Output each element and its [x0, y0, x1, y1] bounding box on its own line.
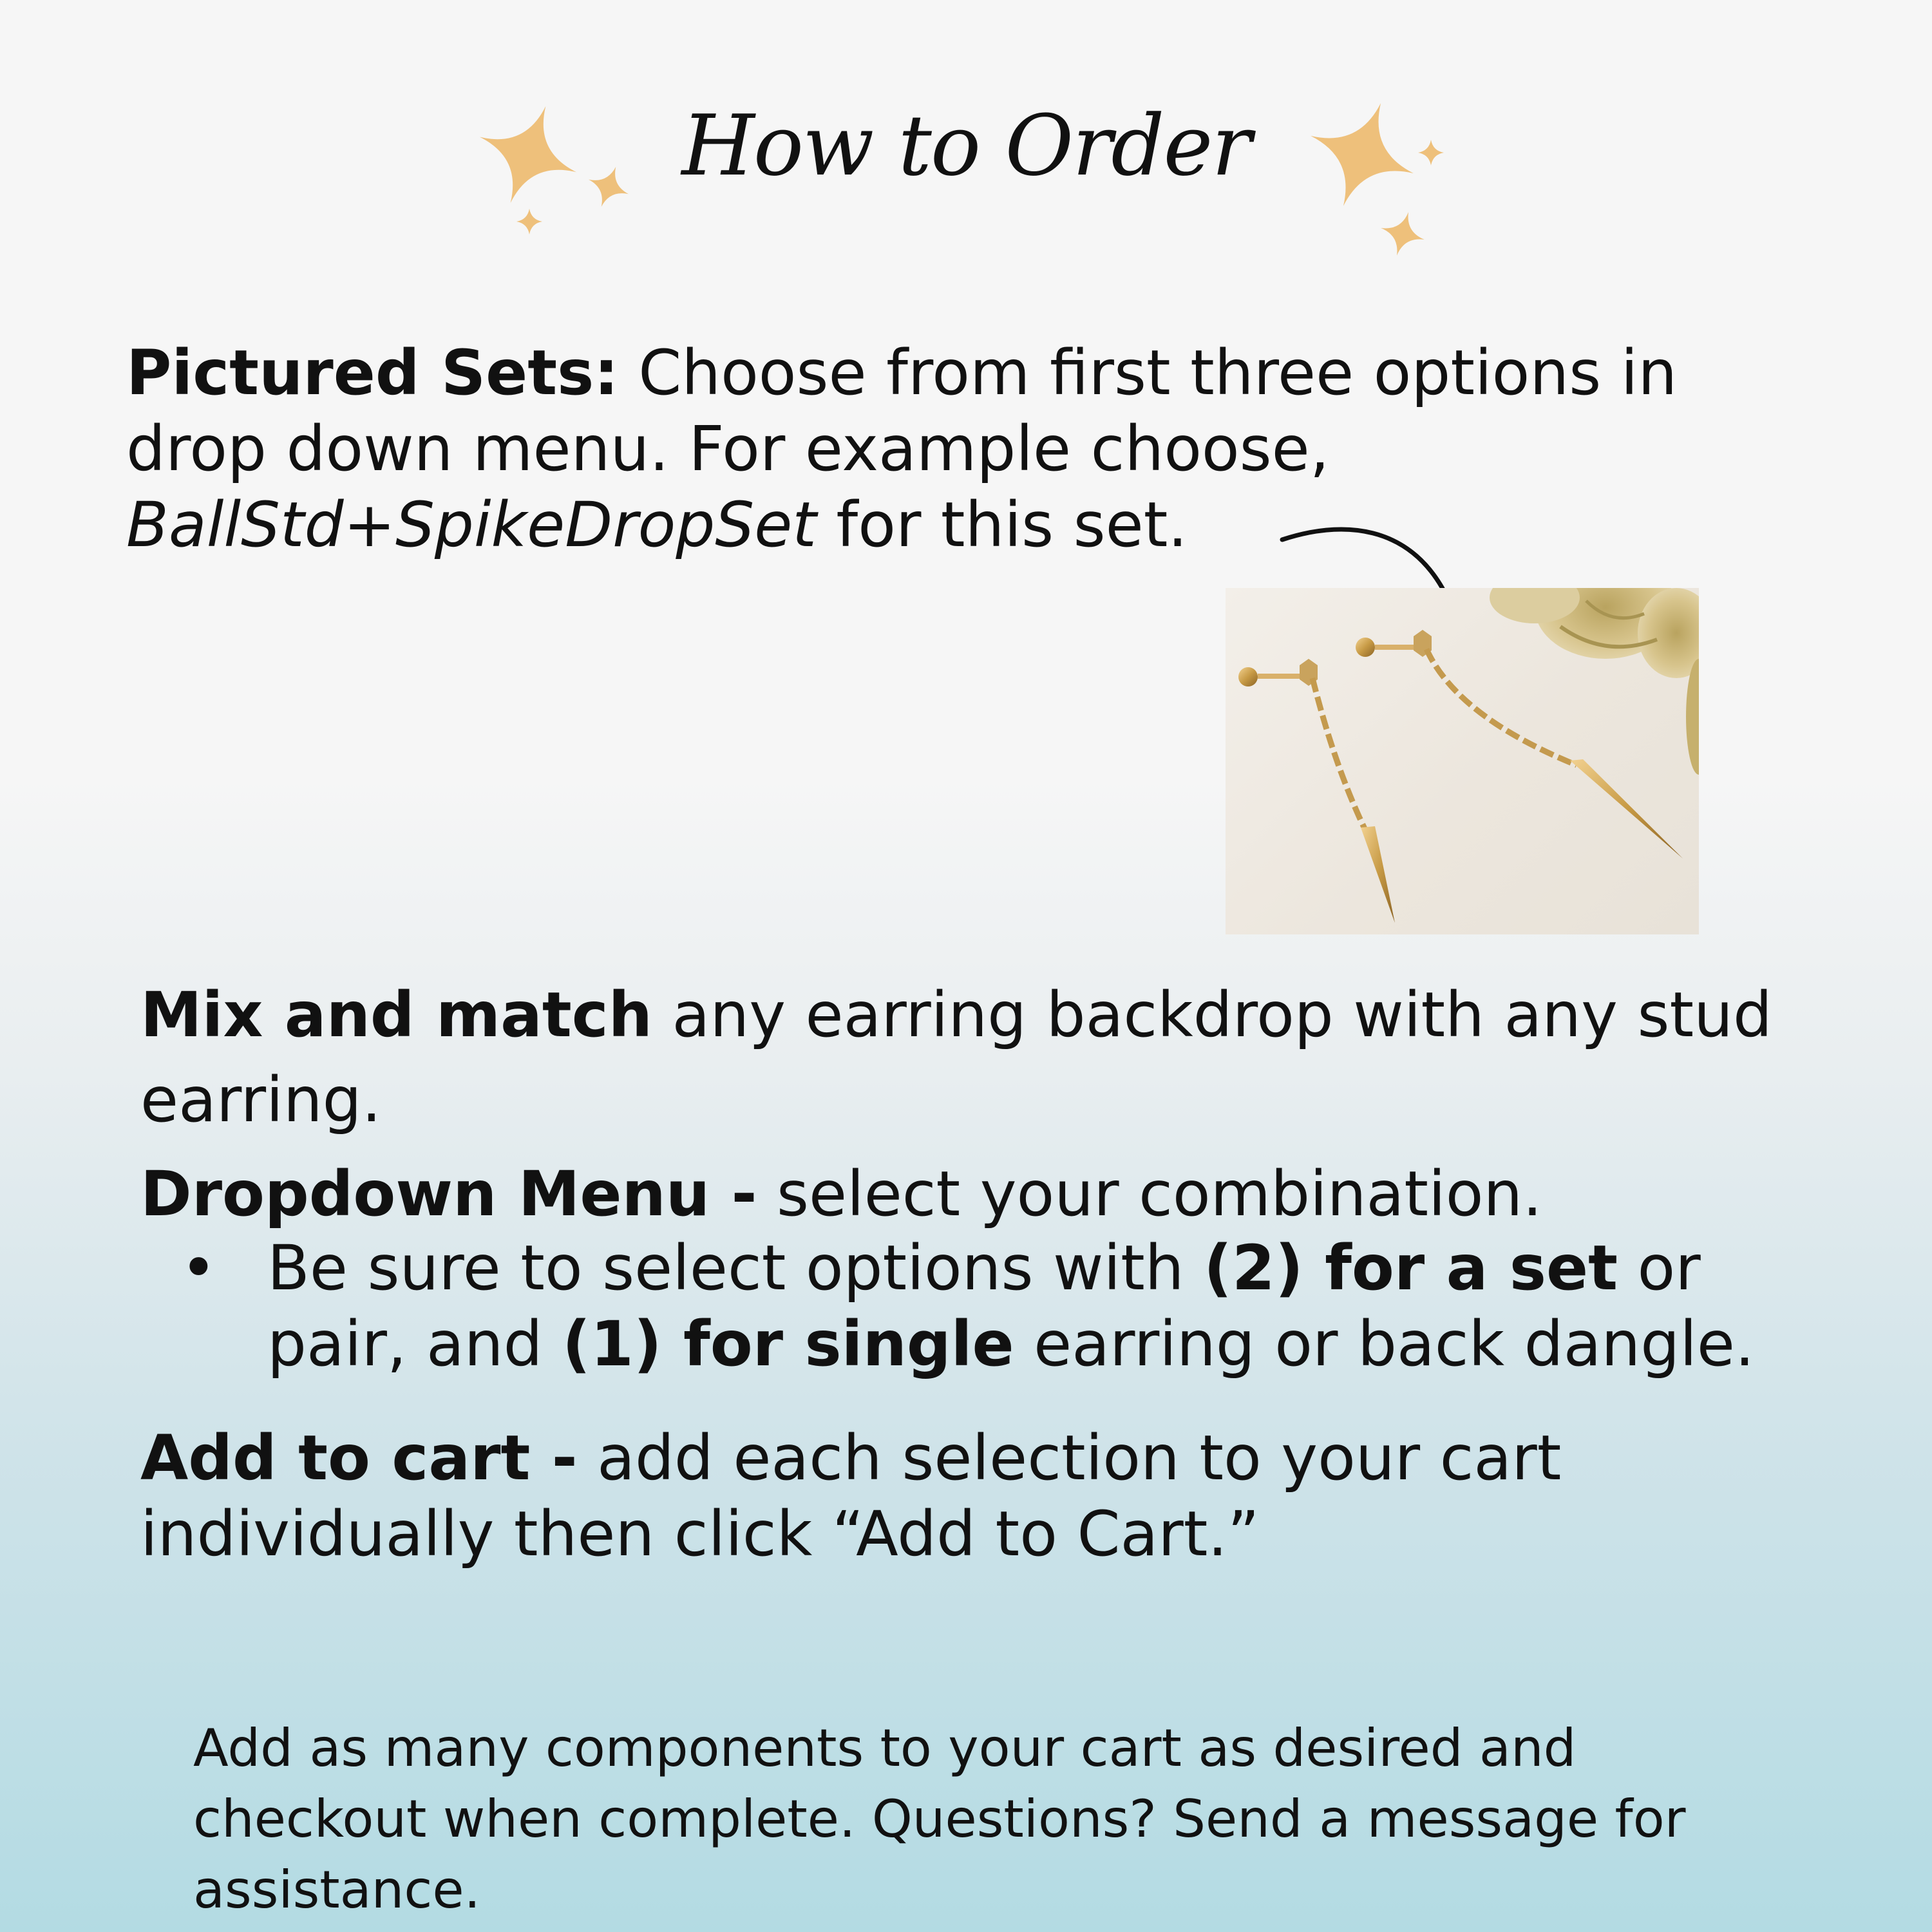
mix-match-text [140, 972, 1841, 1142]
bullet-text-part: Be sure to select options with [267, 1232, 1204, 1304]
product-photo [1226, 588, 1699, 934]
dried-flower [1490, 588, 1699, 775]
pictured-sets-text1: Choose from first three options in drop down menu. For example choose, [126, 337, 1678, 485]
bullet-text-part: or pair, and [267, 1232, 1701, 1380]
bullet-text-part: earring or back dangle. [1014, 1308, 1755, 1380]
add-to-cart-text [140, 1420, 1841, 1572]
sparkle-icon [1378, 209, 1427, 258]
footer-text: Add as many components to your cart as desired and checkout when complete. Questions? Send a message for assistance. [193, 1718, 1686, 1920]
pictured-sets-text2: for this set. [816, 489, 1188, 561]
right-earring [1356, 630, 1683, 858]
page-title: How to Order [681, 97, 1251, 194]
pictured-sets-label: Pictured Sets: [126, 337, 619, 409]
pictured-sets-example: BallStd+SpikeDropSet [126, 489, 817, 561]
add-to-cart-label: Add to cart - [140, 1422, 578, 1494]
sparkle-icon [515, 207, 544, 236]
bullet-bold-set: (2) for a set [1204, 1232, 1618, 1304]
mix-match-body: any earring backdrop with any stud earring. [140, 979, 1772, 1136]
bullet-bold-single: (1) for single [562, 1308, 1014, 1380]
bullet-text [267, 1230, 1852, 1382]
dropdown-label: Dropdown Menu - [140, 1158, 757, 1230]
pictured-sets-text [126, 335, 1814, 563]
add-to-cart-body: add each selection to your cart individually then click “Add to Cart.” [140, 1422, 1562, 1570]
bullet-marker: • [180, 1232, 217, 1304]
mix-match-label: Mix and match [140, 979, 652, 1051]
left-earring [1238, 659, 1395, 923]
dropdown-body: select your combination. [757, 1158, 1542, 1230]
dropdown-text [140, 1156, 1841, 1232]
